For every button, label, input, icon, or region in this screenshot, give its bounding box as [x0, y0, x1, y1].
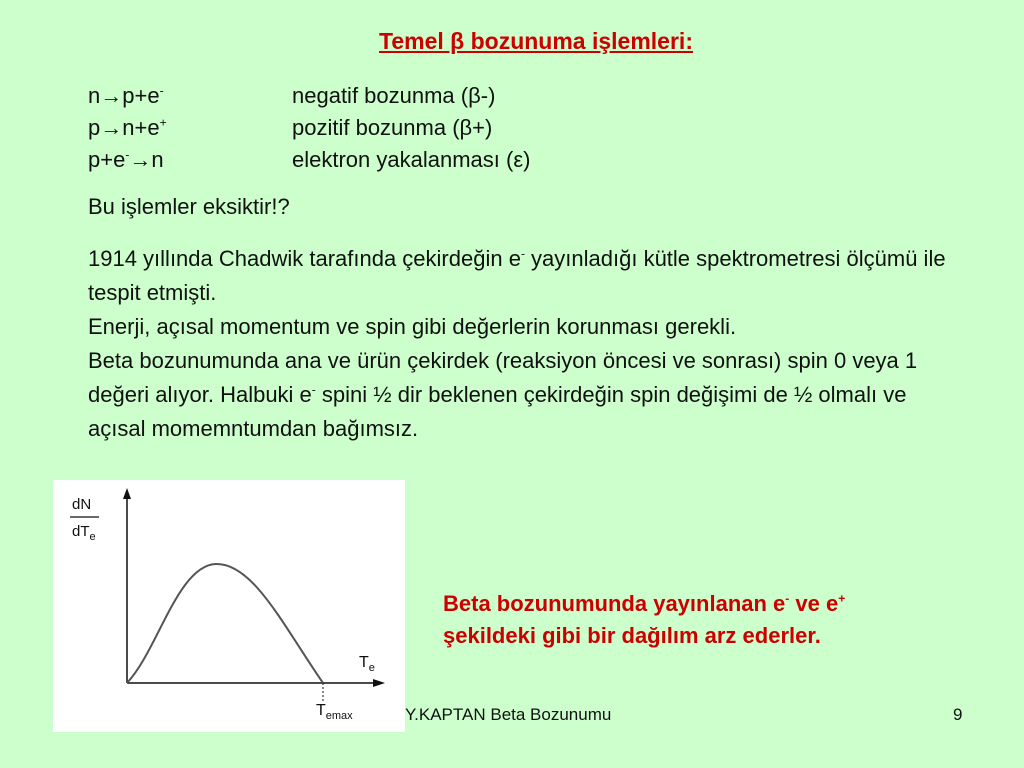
missing-processes-text: Bu işlemler eksiktir!?	[88, 194, 290, 219]
beta-spectrum-figure	[53, 480, 405, 732]
decay-row-negative	[88, 84, 495, 108]
y-axis-arrow	[123, 488, 131, 499]
slide-title: Temel β bozunuma işlemleri:	[379, 28, 693, 54]
x-label: $T_e$	[359, 654, 375, 674]
decay-row-positive	[88, 116, 492, 140]
body-paragraph: 1914 yıllında Chadwik tarafında çekirdeğin e- yayınladığı kütle spektrometresi ölçümü ile tespit etmişti. Enerji, açısal momentum ve spin gibi değerlerin korunması gerekli. Beta bozunumunda ana ve ürün çekirdek (reaksiyon öncesi ve sonrası) spin 0 veya 1 değeri alıyor. Halbuki e- spini ½ dir beklenen çekirdeğin spin değişimi de ½ olmalı ve açısal momemntumdan bağımsız.	[88, 246, 946, 441]
decay-row-capture	[88, 148, 530, 172]
y-label-numerator: dN	[72, 496, 92, 513]
energy-distribution-curve	[127, 564, 323, 683]
page-number: 9	[953, 705, 963, 724]
distribution-note: Beta bozunumunda yayınlanan e- ve e+ şekildeki gibi bir dağılım arz ederler.	[443, 591, 846, 648]
beta-spectrum-plot	[53, 480, 405, 732]
decay-equation: p+e-→n	[88, 147, 164, 172]
footer-title: Y.KAPTAN Beta Bozunumu	[405, 705, 612, 724]
conservation-line: Enerji, açısal momentum ve spin gibi değerlerin korunması gerekli.	[88, 314, 737, 339]
y-label-denominator: $dT_e$	[72, 523, 96, 543]
decay-description: negatif bozunma (β-)	[292, 83, 496, 108]
decay-equation: n→p+e-	[88, 83, 164, 108]
decay-description: pozitif bozunma (β+)	[292, 115, 493, 140]
decay-equation: p→n+e+	[88, 115, 167, 140]
tmax-label: $T_{emax}$	[316, 702, 353, 722]
decay-description: elektron yakalanması (ε)	[292, 147, 531, 172]
x-axis-arrow	[373, 679, 385, 687]
